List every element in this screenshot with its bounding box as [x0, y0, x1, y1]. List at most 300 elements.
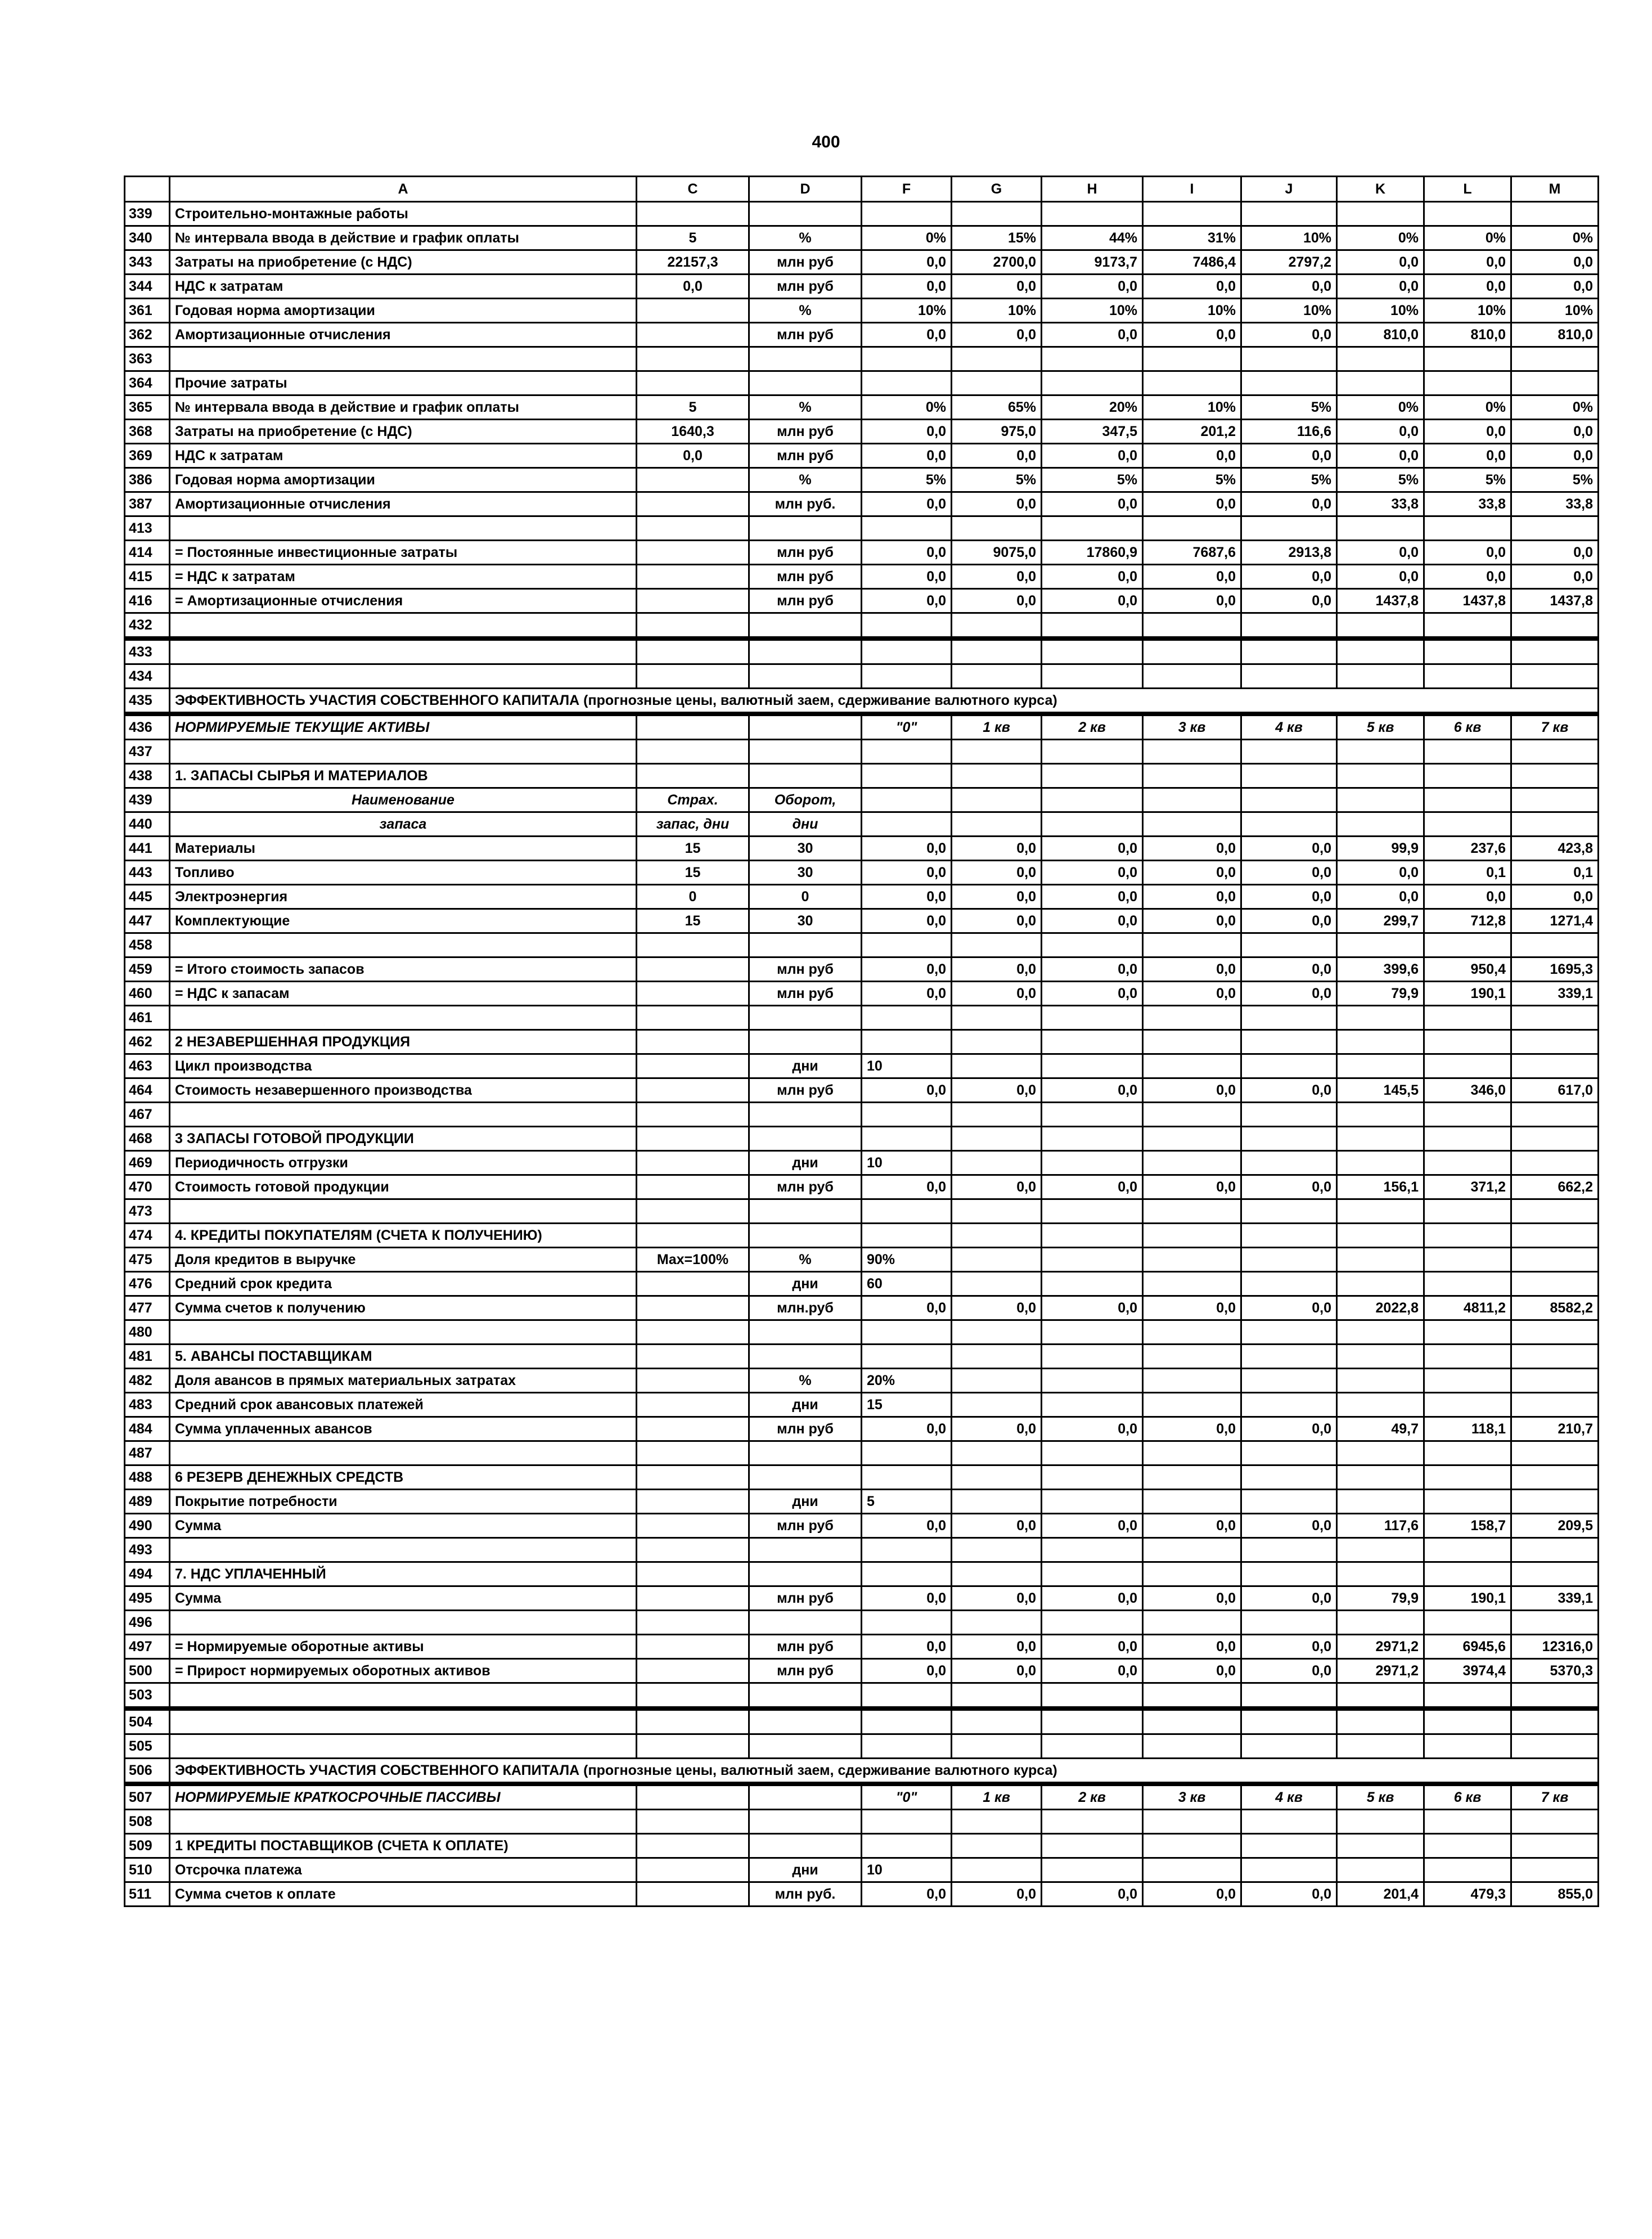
value-cell: [1241, 1272, 1337, 1296]
row-number-cell: 487: [125, 1441, 170, 1465]
label-cell: Цикл производства: [170, 1054, 637, 1078]
row-number-cell: 503: [125, 1683, 170, 1709]
row-number-cell: 344: [125, 275, 170, 299]
label-cell: Сумма уплаченных авансов: [170, 1417, 637, 1441]
unit-cell: млн руб.: [749, 492, 862, 516]
value-cell: [1424, 1127, 1511, 1151]
value-cell: 0,0: [952, 982, 1042, 1006]
value-cell: 0,0: [862, 444, 952, 468]
value-cell: [1511, 1272, 1599, 1296]
value-cell: [1143, 1683, 1241, 1709]
value-cell: [1511, 1734, 1599, 1759]
value-cell: [1042, 788, 1143, 812]
value-cell: 0%: [1424, 226, 1511, 250]
value-cell: 0,0: [1241, 323, 1337, 347]
value-cell: [1511, 202, 1599, 226]
value-cell: [862, 1538, 952, 1562]
value-cell: 79,9: [1337, 1586, 1424, 1611]
value-cell: 2971,2: [1337, 1659, 1424, 1683]
table-row: [125, 1709, 1599, 1734]
value-cell: 810,0: [1511, 323, 1599, 347]
value-cell: 6 кв: [1424, 714, 1511, 740]
row-number-cell: 497: [125, 1635, 170, 1659]
value-cell: [1143, 1734, 1241, 1759]
value-cell: [1424, 1858, 1511, 1882]
unit-cell: [749, 1683, 862, 1709]
table-row: [125, 1272, 1599, 1296]
value-cell: 0,0: [1143, 1417, 1241, 1441]
value-cell: [1424, 1054, 1511, 1078]
row-number-cell: 482: [125, 1369, 170, 1393]
value-cell: [1337, 1810, 1424, 1834]
value-cell: 0,0: [1241, 1078, 1337, 1103]
value-cell: 0%: [1424, 395, 1511, 420]
value-cell: 0,0: [1143, 1635, 1241, 1659]
value-cell: [952, 613, 1042, 639]
value-cell: [952, 1810, 1042, 1834]
param-cell: [637, 957, 749, 982]
table-row: [125, 764, 1599, 788]
value-cell: [1511, 740, 1599, 764]
unit-cell: [749, 1345, 862, 1369]
unit-cell: [749, 1103, 862, 1127]
value-cell: [1424, 1224, 1511, 1248]
value-cell: [952, 788, 1042, 812]
value-cell: [952, 740, 1042, 764]
param-cell: [637, 347, 749, 371]
value-cell: 10: [862, 1054, 952, 1078]
unit-cell: [749, 1562, 862, 1586]
value-cell: 0,0: [1042, 275, 1143, 299]
table-row: [125, 1417, 1599, 1441]
unit-cell: [749, 1810, 862, 1834]
value-cell: 0,0: [952, 1659, 1042, 1683]
param-cell: [637, 613, 749, 639]
value-cell: 0,0: [1042, 909, 1143, 933]
value-cell: 10%: [1143, 299, 1241, 323]
value-cell: [862, 639, 952, 664]
param-cell: [637, 589, 749, 613]
table-row: [125, 492, 1599, 516]
value-cell: [1337, 613, 1424, 639]
label-cell: 5. АВАНСЫ ПОСТАВЩИКАМ: [170, 1345, 637, 1369]
param-cell: [637, 1683, 749, 1709]
value-cell: [1143, 202, 1241, 226]
row-number-cell: 437: [125, 740, 170, 764]
value-cell: [1241, 1683, 1337, 1709]
value-cell: [1511, 1441, 1599, 1465]
value-cell: 44%: [1042, 226, 1143, 250]
value-cell: 65%: [952, 395, 1042, 420]
table-row: [125, 1224, 1599, 1248]
value-cell: 0,0: [1337, 565, 1424, 589]
unit-cell: [749, 764, 862, 788]
value-cell: [1337, 1611, 1424, 1635]
value-cell: 0,0: [1424, 885, 1511, 909]
value-cell: [1337, 1199, 1424, 1224]
value-cell: [1241, 1858, 1337, 1882]
param-cell: 15: [637, 909, 749, 933]
label-cell: Сумма счетов к оплате: [170, 1882, 637, 1907]
value-cell: 346,0: [1424, 1078, 1511, 1103]
value-cell: [1143, 1810, 1241, 1834]
value-cell: [1424, 1834, 1511, 1858]
table-row: [125, 589, 1599, 613]
value-cell: [1337, 1562, 1424, 1586]
value-cell: 1437,8: [1337, 589, 1424, 613]
value-cell: 145,5: [1337, 1078, 1424, 1103]
unit-cell: млн руб: [749, 1175, 862, 1199]
value-cell: 0,0: [1241, 1514, 1337, 1538]
table-row: [125, 957, 1599, 982]
table-row: [125, 323, 1599, 347]
row-number-cell: 415: [125, 565, 170, 589]
value-cell: [1511, 516, 1599, 541]
row-number-cell: 433: [125, 639, 170, 664]
value-cell: 399,6: [1337, 957, 1424, 982]
row-number-cell: 340: [125, 226, 170, 250]
value-cell: 0,0: [1511, 444, 1599, 468]
value-cell: [862, 1006, 952, 1030]
value-cell: 0,0: [862, 323, 952, 347]
value-cell: [862, 202, 952, 226]
value-cell: [1424, 1538, 1511, 1562]
value-cell: 33,8: [1337, 492, 1424, 516]
column-header: F: [862, 177, 952, 202]
value-cell: 479,3: [1424, 1882, 1511, 1907]
value-cell: [862, 1030, 952, 1054]
table-row: [125, 1296, 1599, 1320]
label-cell: Средний срок авансовых платежей: [170, 1393, 637, 1417]
value-cell: [1511, 1103, 1599, 1127]
table-row: [125, 639, 1599, 664]
table-row: [125, 1659, 1599, 1683]
value-cell: [1143, 1224, 1241, 1248]
value-cell: [1241, 788, 1337, 812]
column-header: L: [1424, 177, 1511, 202]
table-row: [125, 1858, 1599, 1882]
value-cell: [1511, 1858, 1599, 1882]
table-row: [125, 1006, 1599, 1030]
value-cell: [1042, 371, 1143, 395]
unit-cell: %: [749, 1369, 862, 1393]
row-number-cell: 363: [125, 347, 170, 371]
value-cell: [1337, 347, 1424, 371]
value-cell: [1241, 812, 1337, 837]
row-number-cell: 507: [125, 1784, 170, 1810]
value-cell: [1424, 788, 1511, 812]
value-cell: [1143, 371, 1241, 395]
value-cell: [1241, 1465, 1337, 1490]
value-cell: [1337, 371, 1424, 395]
value-cell: [1337, 1858, 1424, 1882]
param-cell: запас, дни: [637, 812, 749, 837]
unit-cell: %: [749, 1248, 862, 1272]
label-cell: Наименование: [170, 788, 637, 812]
param-cell: 0: [637, 885, 749, 909]
value-cell: 0,0: [862, 1296, 952, 1320]
value-cell: 0,0: [952, 1882, 1042, 1907]
value-cell: 950,4: [1424, 957, 1511, 982]
column-header: D: [749, 177, 862, 202]
value-cell: [952, 1030, 1042, 1054]
unit-cell: млн руб: [749, 1514, 862, 1538]
value-cell: [1511, 1320, 1599, 1345]
value-cell: 0,0: [1241, 909, 1337, 933]
value-cell: [1143, 1858, 1241, 1882]
value-cell: 0,0: [862, 1586, 952, 1611]
column-header: [125, 177, 170, 202]
value-cell: 347,5: [1042, 420, 1143, 444]
row-number-cell: 461: [125, 1006, 170, 1030]
unit-cell: млн руб: [749, 1659, 862, 1683]
value-cell: 0,0: [1143, 1586, 1241, 1611]
row-number-cell: 462: [125, 1030, 170, 1054]
value-cell: [1424, 1441, 1511, 1465]
label-cell: [170, 933, 637, 957]
label-cell: Стоимость готовой продукции: [170, 1175, 637, 1199]
value-cell: [1511, 1127, 1599, 1151]
value-cell: 5370,3: [1511, 1659, 1599, 1683]
value-cell: 1695,3: [1511, 957, 1599, 982]
value-cell: [1424, 1611, 1511, 1635]
value-cell: [952, 1562, 1042, 1586]
value-cell: 0,0: [1337, 420, 1424, 444]
value-cell: 0,0: [862, 909, 952, 933]
value-cell: 79,9: [1337, 982, 1424, 1006]
value-cell: 0,0: [1143, 861, 1241, 885]
value-cell: [1337, 1320, 1424, 1345]
param-cell: [637, 1369, 749, 1393]
value-cell: [952, 1320, 1042, 1345]
value-cell: 0,0: [1511, 565, 1599, 589]
value-cell: [1337, 1369, 1424, 1393]
unit-cell: дни: [749, 1151, 862, 1175]
value-cell: 190,1: [1424, 1586, 1511, 1611]
value-cell: [1143, 1393, 1241, 1417]
value-cell: [952, 1393, 1042, 1417]
value-cell: 0,0: [1143, 565, 1241, 589]
value-cell: [1143, 1248, 1241, 1272]
value-cell: [1042, 1465, 1143, 1490]
value-cell: 20%: [862, 1369, 952, 1393]
value-cell: 0,0: [1143, 1659, 1241, 1683]
column-header: H: [1042, 177, 1143, 202]
value-cell: [1241, 1490, 1337, 1514]
table-row: [125, 395, 1599, 420]
table-row: [125, 1127, 1599, 1151]
value-cell: 0,0: [862, 565, 952, 589]
value-cell: [1511, 812, 1599, 837]
param-cell: [637, 565, 749, 589]
param-cell: [637, 664, 749, 689]
row-number-cell: 445: [125, 885, 170, 909]
param-cell: [637, 933, 749, 957]
label-cell: Сумма счетов к получению: [170, 1296, 637, 1320]
value-cell: 0,0: [862, 420, 952, 444]
value-cell: 0,0: [1241, 565, 1337, 589]
table-row: [125, 1248, 1599, 1272]
value-cell: [1424, 1465, 1511, 1490]
value-cell: [1042, 933, 1143, 957]
label-cell: [170, 1441, 637, 1465]
table-row: [125, 982, 1599, 1006]
value-cell: 0%: [1337, 226, 1424, 250]
label-cell: Комплектующие: [170, 909, 637, 933]
value-cell: [952, 1441, 1042, 1465]
unit-cell: [749, 1127, 862, 1151]
value-cell: 5 кв: [1337, 714, 1424, 740]
value-cell: [1511, 788, 1599, 812]
value-cell: [1042, 347, 1143, 371]
value-cell: 0,0: [1241, 982, 1337, 1006]
label-cell: [170, 1538, 637, 1562]
label-cell: Амортизационные отчисления: [170, 492, 637, 516]
value-cell: [1424, 1199, 1511, 1224]
label-cell: № интервала ввода в действие и график оплаты: [170, 226, 637, 250]
table-row: [125, 347, 1599, 371]
value-cell: [1424, 1810, 1511, 1834]
value-cell: [952, 1369, 1042, 1393]
value-cell: 8582,2: [1511, 1296, 1599, 1320]
value-cell: [862, 613, 952, 639]
value-cell: 2971,2: [1337, 1635, 1424, 1659]
label-cell: Затраты на приобретение (с НДС): [170, 250, 637, 275]
param-cell: [637, 1175, 749, 1199]
value-cell: 0,0: [1042, 1296, 1143, 1320]
value-cell: [1241, 1562, 1337, 1586]
value-cell: [862, 1345, 952, 1369]
param-cell: [637, 1465, 749, 1490]
param-cell: [637, 1393, 749, 1417]
row-number-cell: 511: [125, 1882, 170, 1907]
value-cell: [862, 1734, 952, 1759]
value-cell: 33,8: [1511, 492, 1599, 516]
column-header: G: [952, 177, 1042, 202]
value-cell: [1241, 1734, 1337, 1759]
row-number-cell: 468: [125, 1127, 170, 1151]
value-cell: [1337, 202, 1424, 226]
value-cell: 0,0: [1143, 444, 1241, 468]
row-number-cell: 473: [125, 1199, 170, 1224]
value-cell: [1241, 1345, 1337, 1369]
value-cell: [1337, 1441, 1424, 1465]
param-cell: [637, 1272, 749, 1296]
value-cell: [1241, 1611, 1337, 1635]
value-cell: [1241, 639, 1337, 664]
param-cell: [637, 982, 749, 1006]
value-cell: 201,4: [1337, 1882, 1424, 1907]
unit-cell: [749, 1834, 862, 1858]
value-cell: 6945,6: [1424, 1635, 1511, 1659]
value-cell: 339,1: [1511, 982, 1599, 1006]
value-cell: [1511, 1810, 1599, 1834]
value-cell: 5: [862, 1490, 952, 1514]
param-cell: [637, 1490, 749, 1514]
value-cell: [862, 788, 952, 812]
label-cell: Топливо: [170, 861, 637, 885]
value-cell: 9075,0: [952, 541, 1042, 565]
param-cell: [637, 541, 749, 565]
value-cell: 10: [862, 1858, 952, 1882]
value-cell: [952, 1734, 1042, 1759]
label-cell: Электроэнергия: [170, 885, 637, 909]
param-cell: [637, 1734, 749, 1759]
value-cell: 9173,7: [1042, 250, 1143, 275]
value-cell: [1143, 1709, 1241, 1734]
value-cell: [1143, 1465, 1241, 1490]
row-number-cell: 459: [125, 957, 170, 982]
value-cell: [1241, 1151, 1337, 1175]
value-cell: [1143, 1030, 1241, 1054]
value-cell: 0,0: [1042, 885, 1143, 909]
value-cell: 0,0: [1042, 1882, 1143, 1907]
unit-cell: дни: [749, 1393, 862, 1417]
param-cell: [637, 1834, 749, 1858]
param-cell: [637, 639, 749, 664]
value-cell: [1511, 1030, 1599, 1054]
column-header: C: [637, 177, 749, 202]
value-cell: [1042, 516, 1143, 541]
row-number-cell: 438: [125, 764, 170, 788]
value-cell: [952, 1834, 1042, 1858]
value-cell: [862, 1199, 952, 1224]
value-cell: [1337, 740, 1424, 764]
value-cell: [1042, 1490, 1143, 1514]
value-cell: [1424, 1272, 1511, 1296]
label-cell: = Нормируемые оборотные активы: [170, 1635, 637, 1659]
value-cell: [1042, 664, 1143, 689]
label-cell: Годовая норма амортизации: [170, 468, 637, 492]
value-cell: [1337, 788, 1424, 812]
value-cell: [952, 516, 1042, 541]
value-cell: [1511, 371, 1599, 395]
value-cell: [1424, 1103, 1511, 1127]
row-number-cell: 434: [125, 664, 170, 689]
value-cell: 0,0: [1042, 861, 1143, 885]
unit-cell: млн руб: [749, 589, 862, 613]
param-cell: [637, 1784, 749, 1810]
param-cell: [637, 1054, 749, 1078]
value-cell: [952, 764, 1042, 788]
row-number-cell: 369: [125, 444, 170, 468]
label-cell: Периодичность отгрузки: [170, 1151, 637, 1175]
param-cell: [637, 1345, 749, 1369]
value-cell: 0,0: [862, 1514, 952, 1538]
value-cell: 0,0: [1424, 565, 1511, 589]
row-number-cell: 387: [125, 492, 170, 516]
param-cell: [637, 1611, 749, 1635]
value-cell: 0,0: [1511, 250, 1599, 275]
value-cell: [1143, 740, 1241, 764]
row-number-cell: 362: [125, 323, 170, 347]
unit-cell: млн руб: [749, 541, 862, 565]
value-cell: 210,7: [1511, 1417, 1599, 1441]
value-cell: 2 кв: [1042, 1784, 1143, 1810]
value-cell: 0,0: [1143, 909, 1241, 933]
value-cell: "0": [862, 714, 952, 740]
value-cell: [862, 764, 952, 788]
row-number-cell: 441: [125, 837, 170, 861]
label-cell: [170, 1734, 637, 1759]
value-cell: [1241, 516, 1337, 541]
value-cell: [1042, 1709, 1143, 1734]
value-cell: [952, 347, 1042, 371]
value-cell: [1042, 1054, 1143, 1078]
value-cell: [1424, 516, 1511, 541]
value-cell: 0,0: [862, 1417, 952, 1441]
param-cell: 15: [637, 837, 749, 861]
